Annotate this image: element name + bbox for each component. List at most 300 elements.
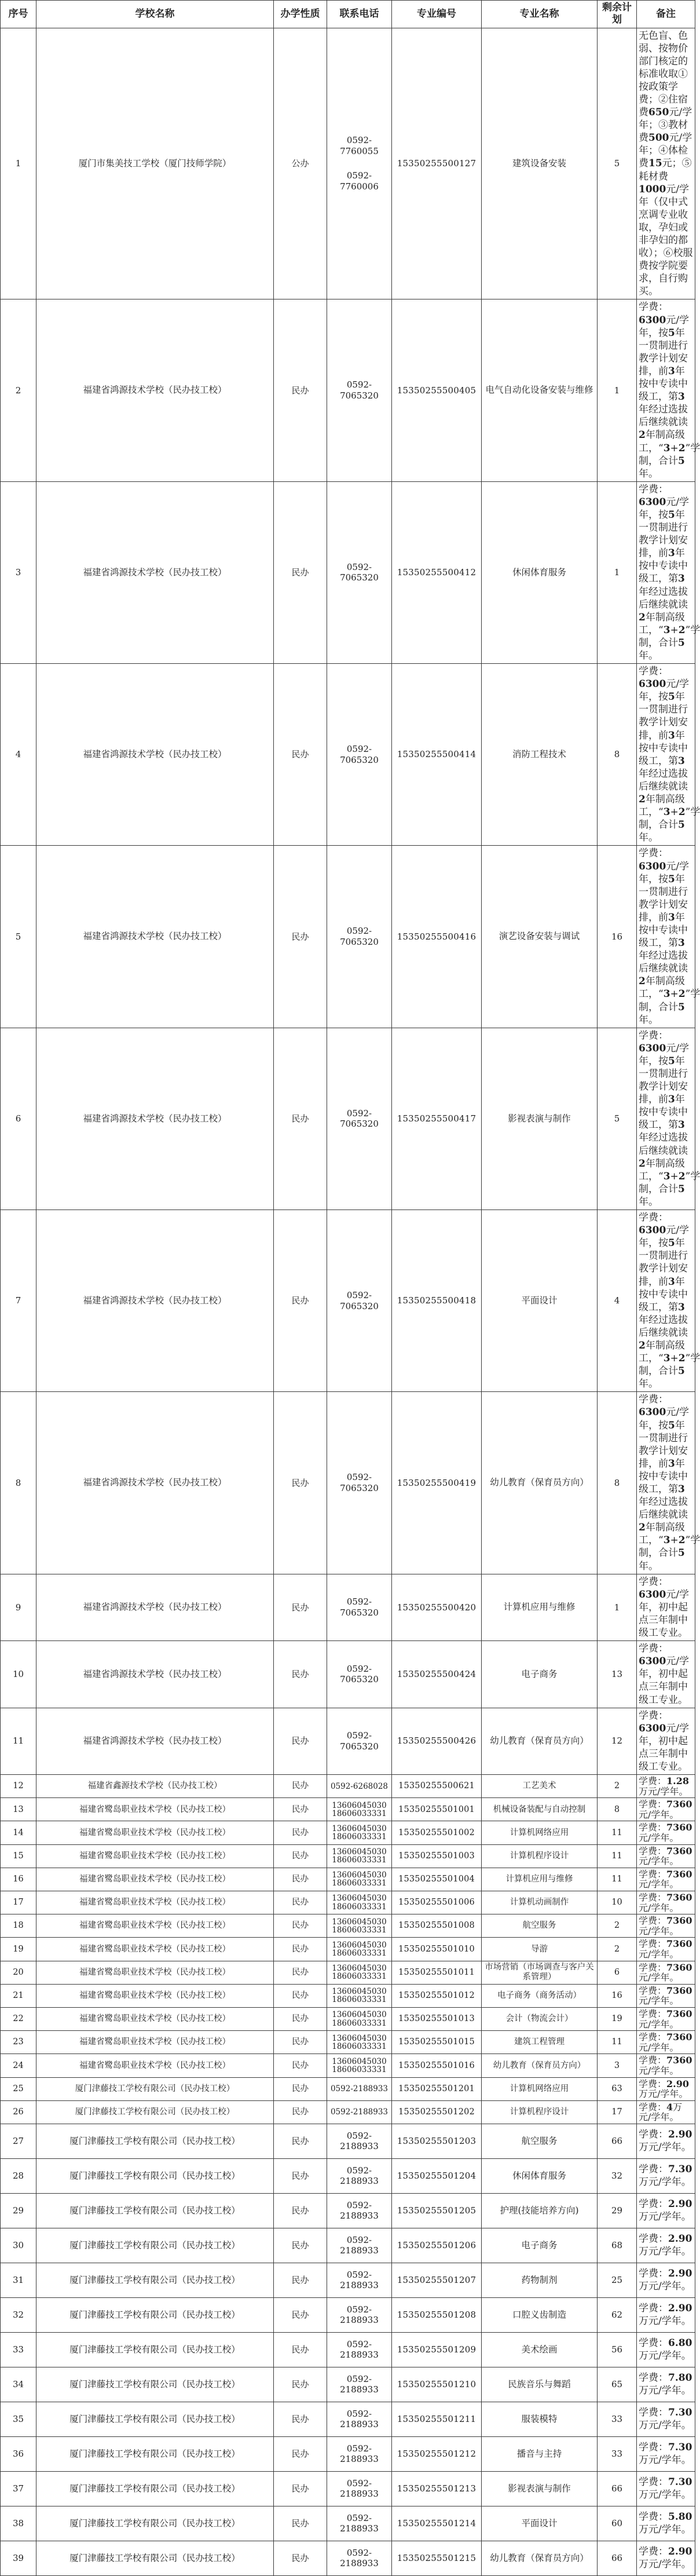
major-code: 15350255501210 <box>392 2367 482 2402</box>
school-name: 福建省鸿源技术学校（民办技工校） <box>36 1708 274 1774</box>
remark: 学费：6300元/学年，按5年一贯制进行教学计划安排，前3年按中专读中级工，第3年经过选拔后继续就读2年制高级工，“3+2”学制，合计5年。 <box>637 664 695 846</box>
phone-number: 0592-7065320 <box>340 1663 379 1685</box>
major-code: 15350255501016 <box>392 2054 482 2077</box>
school-nature: 民办 <box>274 2332 327 2367</box>
row-number: 3 <box>1 481 36 663</box>
major-name: 电子商务（商务活动） <box>482 1984 598 2007</box>
phone-number: 18606033331 <box>332 1832 387 1842</box>
school-nature: 民办 <box>274 1574 327 1640</box>
remark: 学费：7.30万元/学年。 <box>637 2402 695 2436</box>
major-name: 幼儿教育（保育员方向） <box>482 2541 598 2575</box>
major-code: 15350255501012 <box>392 1984 482 2007</box>
school-nature: 民办 <box>274 1914 327 1938</box>
major-code: 15350255500412 <box>392 481 482 663</box>
school-nature: 民办 <box>274 2158 327 2193</box>
school-nature: 民办 <box>274 299 327 481</box>
header-row <box>1 1 695 28</box>
phone-number: 18606033331 <box>332 1972 387 1982</box>
remaining-plan: 25 <box>598 2263 637 2297</box>
remark: 学费：5.80万元/学年。 <box>637 2506 695 2541</box>
phone-number: 13606045030 <box>332 1824 387 1833</box>
phone-number: 13606045030 <box>332 2056 387 2066</box>
major-code: 15350255500418 <box>392 1210 482 1392</box>
contact-phone <box>327 1641 392 1708</box>
contact-phone <box>327 2332 392 2367</box>
remaining-plan: 8 <box>598 1798 637 1821</box>
phone-number: 13606045030 <box>332 1917 387 1927</box>
phone-number: 18606033331 <box>332 1808 387 1818</box>
header-cell-no: 序号 <box>1 1 36 28</box>
row-number: 26 <box>1 2100 36 2124</box>
remaining-plan: 63 <box>598 2077 637 2100</box>
school-name: 福建省鹭岛职业技术学校（民办技工校） <box>36 1984 274 2007</box>
table-row <box>1 846 695 1028</box>
major-name: 口腔义齿制造 <box>482 2297 598 2332</box>
remark: 学费：7360元/学年。 <box>637 2007 695 2030</box>
major-name: 电子商务 <box>482 1641 598 1708</box>
contact-phone <box>327 1938 392 1961</box>
table-row <box>1 481 695 663</box>
remaining-plan: 33 <box>598 2436 637 2471</box>
table-row <box>1 1392 695 1574</box>
school-nature: 民办 <box>274 1641 327 1708</box>
remark: 学费：7360元/学年。 <box>637 1891 695 1914</box>
header-cell-plan: 剩余计划 <box>598 1 637 28</box>
remaining-plan: 17 <box>598 2100 637 2124</box>
school-name: 福建省鸿源技术学校（民办技工校） <box>36 299 274 481</box>
school-nature: 民办 <box>274 2124 327 2158</box>
school-name: 厦门津藤技工学校有限公司（民办技工校） <box>36 2193 274 2228</box>
phone-number: 0592-2188933 <box>340 2130 379 2152</box>
remark: 学费：6300元/学年，初中起点三年制中级工专业。 <box>637 1708 695 1774</box>
row-number: 16 <box>1 1868 36 1891</box>
major-name: 民族音乐与舞蹈 <box>482 2367 598 2402</box>
major-code: 15350255501004 <box>392 1868 482 1891</box>
row-number: 4 <box>1 664 36 846</box>
school-name: 福建省鹭岛职业技术学校（民办技工校） <box>36 1868 274 1891</box>
row-number: 31 <box>1 2263 36 2297</box>
row-number: 34 <box>1 2367 36 2402</box>
remark: 学费：2.90万元/学年。 <box>637 2124 695 2158</box>
remark: 学费：7360元/学年。 <box>637 1798 695 1821</box>
remark: 学费：7360元/学年。 <box>637 2054 695 2077</box>
school-name: 福建省鸿源技术学校（民办技工校） <box>36 664 274 846</box>
contact-phone <box>327 299 392 481</box>
phone-number: 0592-7065320 <box>340 926 379 948</box>
school-name: 厦门津藤技工学校有限公司（民办技工校） <box>36 2506 274 2541</box>
remark: 学费：1.28万元/学年。 <box>637 1775 695 1798</box>
table-row <box>1 1984 695 2007</box>
school-nature: 民办 <box>274 1210 327 1392</box>
remaining-plan: 4 <box>598 1210 637 1392</box>
contact-phone <box>327 1891 392 1914</box>
row-number: 1 <box>1 28 36 299</box>
row-number: 20 <box>1 1961 36 1984</box>
phone-number: 0592-2188933 <box>340 2512 379 2534</box>
major-name: 会计（物流会计） <box>482 2007 598 2030</box>
remark: 无色盲、色弱、按物价部门核定的标准收取①按政策学费；②住宿费650元/学年；③教材费500元/学年；④体检费15元；⑤耗材费1000元/学年（仅中式烹调专业收取，孕妇或非孕妇的都收）；⑥校服费按学院要求，自行购买。 <box>637 28 695 299</box>
row-number: 24 <box>1 2054 36 2077</box>
row-number: 14 <box>1 1821 36 1844</box>
school-name: 福建省鹭岛职业技术学校（民办技工校） <box>36 1938 274 1961</box>
remaining-plan: 66 <box>598 2541 637 2575</box>
header-cell-phone: 联系电话 <box>327 1 392 28</box>
phone-number: 13606045030 <box>332 1847 387 1857</box>
remaining-plan: 1 <box>598 481 637 663</box>
row-number: 15 <box>1 1844 36 1868</box>
school-name: 福建省鸿源技术学校（民办技工校） <box>36 1574 274 1640</box>
remaining-plan: 16 <box>598 846 637 1028</box>
row-number: 38 <box>1 2506 36 2541</box>
remaining-plan: 68 <box>598 2228 637 2263</box>
table-row <box>1 1844 695 1868</box>
contact-phone <box>327 2007 392 2030</box>
major-code: 15350255500416 <box>392 846 482 1028</box>
phone-number: 0592-2188933 <box>340 2199 379 2221</box>
school-nature: 民办 <box>274 481 327 663</box>
table-body <box>1 28 700 2575</box>
school-name: 福建省鸿源技术学校（民办技工校） <box>36 481 274 663</box>
table-row <box>1 2541 695 2575</box>
school-name: 福建省鹭岛职业技术学校（民办技工校） <box>36 2007 274 2030</box>
major-code: 15350255500426 <box>392 1708 482 1774</box>
remark: 学费：6300元/学年，按5年一贯制进行教学计划安排，前3年按中专读中级工，第3年经过选拔后继续就读2年制高级工，“3+2”学制，合计5年。 <box>637 481 695 663</box>
phone-number: 18606033331 <box>332 1879 387 1888</box>
table-row <box>1 2077 695 2100</box>
school-name: 厦门津藤技工学校有限公司（民办技工校） <box>36 2402 274 2436</box>
contact-phone <box>327 2367 392 2402</box>
major-code: 15350255500424 <box>392 1641 482 1708</box>
remaining-plan: 29 <box>598 2193 637 2228</box>
remaining-plan: 11 <box>598 1821 637 1844</box>
school-nature: 民办 <box>274 2367 327 2402</box>
school-nature: 民办 <box>274 2228 327 2263</box>
header-cell-remark: 备注 <box>637 1 695 28</box>
remaining-plan: 33 <box>598 2402 637 2436</box>
school-nature: 民办 <box>274 1961 327 1984</box>
major-code: 15350255501212 <box>392 2436 482 2471</box>
school-nature: 民办 <box>274 1392 327 1574</box>
remark: 学费：2.90万元/学年。 <box>637 2297 695 2332</box>
phone-number: 0592-2188933 <box>340 2408 379 2430</box>
major-name: 幼儿教育（保育员方向） <box>482 2054 598 2077</box>
remark: 学费：7.30万元/学年。 <box>637 2436 695 2471</box>
major-code: 15350255501010 <box>392 1938 482 1961</box>
school-nature: 民办 <box>274 2436 327 2471</box>
school-nature: 民办 <box>274 2193 327 2228</box>
remark: 学费：7360元/学年。 <box>637 1914 695 1938</box>
row-number: 19 <box>1 1938 36 1961</box>
row-number: 5 <box>1 846 36 1028</box>
phone-number: 0592-2188933 <box>340 2547 379 2569</box>
remark: 学费：7.80万元/学年。 <box>637 2367 695 2402</box>
remaining-plan: 60 <box>598 2506 637 2541</box>
table-row <box>1 1891 695 1914</box>
school-name: 厦门津藤技工学校有限公司（民办技工校） <box>36 2228 274 2263</box>
contact-phone <box>327 1392 392 1574</box>
row-number: 23 <box>1 2031 36 2054</box>
remark: 学费：2.90万元/学年。 <box>637 2541 695 2575</box>
major-name: 平面设计 <box>482 1210 598 1392</box>
phone-number: 0592-2188933 <box>340 2373 379 2395</box>
major-name: 建筑设备安装 <box>482 28 598 299</box>
school-name: 福建省鹭岛职业技术学校（民办技工校） <box>36 1914 274 1938</box>
remaining-plan: 32 <box>598 2158 637 2193</box>
school-name: 福建省鸿源技术学校（民办技工校） <box>36 1210 274 1392</box>
remark: 学费：7360元/学年。 <box>637 1984 695 2007</box>
phone-number: 13606045030 <box>332 1940 387 1950</box>
major-code: 15350255501203 <box>392 2124 482 2158</box>
major-code: 15350255501013 <box>392 2007 482 2030</box>
remaining-plan: 66 <box>598 2471 637 2506</box>
table-row <box>1 1210 695 1392</box>
phone-number: 0592-7760006 <box>340 170 379 192</box>
school-nature: 民办 <box>274 2297 327 2332</box>
header-cell-major: 专业名称 <box>482 1 598 28</box>
row-number: 18 <box>1 1914 36 1938</box>
row-number: 17 <box>1 1891 36 1914</box>
school-name: 福建省鸿源技术学校（民办技工校） <box>36 1392 274 1574</box>
remaining-plan: 8 <box>598 1392 637 1574</box>
row-number: 22 <box>1 2007 36 2030</box>
table-row <box>1 2228 695 2263</box>
table-row <box>1 2471 695 2506</box>
contact-phone <box>327 1961 392 1984</box>
remaining-plan: 6 <box>598 1961 637 1984</box>
contact-phone <box>327 2158 392 2193</box>
row-number: 27 <box>1 2124 36 2158</box>
row-number: 2 <box>1 299 36 481</box>
major-code: 15350255501207 <box>392 2263 482 2297</box>
major-name: 休闲体育服务 <box>482 481 598 663</box>
remark: 学费：6300元/学年，按5年一贯制进行教学计划安排，前3年按中专读中级工，第3年经过选拔后继续就读2年制高级工，“3+2”学制，合计5年。 <box>637 846 695 1028</box>
major-name: 服装模特 <box>482 2402 598 2436</box>
school-name: 福建省鹭岛职业技术学校（民办技工校） <box>36 1891 274 1914</box>
school-nature: 民办 <box>274 2077 327 2100</box>
table-row <box>1 2506 695 2541</box>
major-name: 演艺设备安装与调试 <box>482 846 598 1028</box>
table-row <box>1 1938 695 1961</box>
remaining-plan: 5 <box>598 28 637 299</box>
major-code: 15350255500405 <box>392 299 482 481</box>
school-name: 厦门津藤技工学校有限公司（民办技工校） <box>36 2471 274 2506</box>
row-number: 13 <box>1 1798 36 1821</box>
phone-number: 0592-7065320 <box>340 1472 379 1493</box>
major-name: 平面设计 <box>482 2506 598 2541</box>
row-number: 29 <box>1 2193 36 2228</box>
phone-number: 13606045030 <box>332 1987 387 1997</box>
remark: 学费：2.90万元/学年。 <box>637 2077 695 2100</box>
school-name: 厦门津藤技工学校有限公司（民办技工校） <box>36 2436 274 2471</box>
remark: 学费：7.30万元/学年。 <box>637 2471 695 2506</box>
contact-phone <box>327 1844 392 1868</box>
major-code: 15350255501002 <box>392 1821 482 1844</box>
major-code: 15350255501208 <box>392 2297 482 2332</box>
remaining-plan: 2 <box>598 1775 637 1798</box>
major-code: 15350255501003 <box>392 1844 482 1868</box>
table-row <box>1 2031 695 2054</box>
major-code: 15350255501205 <box>392 2193 482 2228</box>
header-cell-school: 学校名称 <box>36 1 274 28</box>
phone-number: 13606045030 <box>332 1800 387 1810</box>
table-row <box>1 2158 695 2193</box>
school-nature: 民办 <box>274 1821 327 1844</box>
major-code: 15350255500417 <box>392 1028 482 1210</box>
school-nature: 民办 <box>274 1891 327 1914</box>
phone-number: 0592-7065320 <box>340 1108 379 1130</box>
school-name: 厦门市集美技工学校（厦门技师学院） <box>36 28 274 299</box>
row-number: 6 <box>1 1028 36 1210</box>
row-number: 37 <box>1 2471 36 2506</box>
remaining-plan: 62 <box>598 2297 637 2332</box>
contact-phone <box>327 2471 392 2506</box>
remark: 学费：4万元/学年。 <box>637 2100 695 2124</box>
school-nature: 民办 <box>274 2471 327 2506</box>
school-name: 厦门津藤技工学校有限公司（民办技工校） <box>36 2100 274 2124</box>
major-name: 幼儿教育（保育员方向） <box>482 1708 598 1774</box>
school-nature: 民办 <box>274 2541 327 2575</box>
phone-number: 13606045030 <box>332 1963 387 1973</box>
school-name: 福建省鸿源技术学校（民办技工校） <box>36 1028 274 1210</box>
school-nature: 民办 <box>274 2054 327 2077</box>
school-name: 福建省鸿源技术学校（民办技工校） <box>36 846 274 1028</box>
major-name: 影视表演与制作 <box>482 1028 598 1210</box>
remaining-plan: 2 <box>598 1938 637 1961</box>
contact-phone <box>327 2124 392 2158</box>
remaining-plan: 65 <box>598 2367 637 2402</box>
remaining-plan: 12 <box>598 1708 637 1774</box>
remark: 学费：6300元/学年，初中起点三年制中级工专业。 <box>637 1641 695 1708</box>
major-name: 计算机程序设计 <box>482 2100 598 2124</box>
row-number: 10 <box>1 1641 36 1708</box>
phone-number: 18606033331 <box>332 1925 387 1935</box>
table-row <box>1 2054 695 2077</box>
phone-number: 13606045030 <box>332 2010 387 2020</box>
school-nature: 民办 <box>274 664 327 846</box>
table-row <box>1 1961 695 1984</box>
row-number: 11 <box>1 1708 36 1774</box>
major-code: 15350255501202 <box>392 2100 482 2124</box>
table-row <box>1 2367 695 2402</box>
table-row <box>1 28 695 299</box>
contact-phone <box>327 2193 392 2228</box>
school-nature: 民办 <box>274 1775 327 1798</box>
table-row <box>1 1028 695 1210</box>
remark: 学费：7.30万元/学年。 <box>637 2158 695 2193</box>
major-code: 15350255501211 <box>392 2402 482 2436</box>
phone-number: 0592-2188933 <box>340 2269 379 2291</box>
remark: 学费：6300元/学年，初中起点三年制中级工专业。 <box>637 1574 695 1640</box>
table-row <box>1 2297 695 2332</box>
school-nature: 民办 <box>274 2031 327 2054</box>
remark: 学费：7360元/学年。 <box>637 1961 695 1984</box>
school-name: 福建省鹭岛职业技术学校（民办技工校） <box>36 1798 274 1821</box>
major-name: 机械设备装配与自动控制 <box>482 1798 598 1821</box>
row-number: 39 <box>1 2541 36 2575</box>
phone-number: 0592-2188933 <box>340 2304 379 2326</box>
phone-number: 0592-7065320 <box>340 1596 379 1618</box>
row-number: 25 <box>1 2077 36 2100</box>
school-nature: 民办 <box>274 1708 327 1774</box>
table-row <box>1 1641 695 1708</box>
school-nature: 民办 <box>274 2007 327 2030</box>
school-nature: 民办 <box>274 2100 327 2124</box>
contact-phone <box>327 2297 392 2332</box>
remark: 学费：7360元/学年。 <box>637 1868 695 1891</box>
school-name: 厦门津藤技工学校有限公司（民办技工校） <box>36 2124 274 2158</box>
remaining-plan: 11 <box>598 2031 637 2054</box>
phone-number: 18606033331 <box>332 2018 387 2028</box>
header-cell-code: 专业编号 <box>392 1 482 28</box>
remark: 学费：6300元/学年，按5年一贯制进行教学计划安排，前3年按中专读中级工，第3年经过选拔后继续就读2年制高级工，“3+2”学制，合计5年。 <box>637 1210 695 1392</box>
table-row <box>1 2124 695 2158</box>
contact-phone <box>327 28 392 299</box>
major-name: 影视表演与制作 <box>482 2471 598 2506</box>
contact-phone <box>327 481 392 663</box>
remaining-plan: 10 <box>598 1891 637 1914</box>
contact-phone <box>327 2077 392 2100</box>
major-name: 播音与主持 <box>482 2436 598 2471</box>
remaining-plan: 1 <box>598 299 637 481</box>
contact-phone <box>327 1028 392 1210</box>
table-row <box>1 1798 695 1821</box>
contact-phone <box>327 1775 392 1798</box>
row-number: 33 <box>1 2332 36 2367</box>
phone-number: 0592-6268028 <box>330 1781 389 1791</box>
remark: 学费：2.90万元/学年。 <box>637 2228 695 2263</box>
major-name: 航空服务 <box>482 2124 598 2158</box>
row-number: 8 <box>1 1392 36 1574</box>
contact-phone <box>327 1821 392 1844</box>
major-name: 航空服务 <box>482 1914 598 1938</box>
school-name: 厦门津藤技工学校有限公司（民办技工校） <box>36 2077 274 2100</box>
school-name: 厦门津藤技工学校有限公司（民办技工校） <box>36 2263 274 2297</box>
school-name: 福建省鹭岛职业技术学校（民办技工校） <box>36 1844 274 1868</box>
school-name: 厦门津藤技工学校有限公司（民办技工校） <box>36 2367 274 2402</box>
school-name: 厦门津藤技工学校有限公司（民办技工校） <box>36 2297 274 2332</box>
phone-number: 0592-2188933 <box>340 2478 379 2500</box>
major-code: 15350255501015 <box>392 2031 482 2054</box>
school-name: 福建省鸿源技术学校（民办技工校） <box>36 1641 274 1708</box>
school-name: 厦门津藤技工学校有限公司（民办技工校） <box>36 2332 274 2367</box>
contact-phone <box>327 2506 392 2541</box>
major-name: 电子商务 <box>482 2228 598 2263</box>
major-name: 工艺美术 <box>482 1775 598 1798</box>
major-code: 15350255501011 <box>392 1961 482 1984</box>
phone-number: 0592-2188933 <box>340 2339 379 2361</box>
school-nature: 民办 <box>274 1798 327 1821</box>
school-nature: 公办 <box>274 28 327 299</box>
phone-number: 0592-7065320 <box>340 1289 379 1311</box>
school-name: 福建省鹭岛职业技术学校（民办技工校） <box>36 2054 274 2077</box>
phone-number: 0592-2188933 <box>330 2107 389 2117</box>
remark: 学费：6300元/学年，按5年一贯制进行教学计划安排，前3年按中专读中级工，第3年经过选拔后继续就读2年制高级工，“3+2”学制，合计5年。 <box>637 1392 695 1574</box>
major-name: 护理(技能培养方向) <box>482 2193 598 2228</box>
table-row <box>1 2436 695 2471</box>
remaining-plan: 66 <box>598 2124 637 2158</box>
row-number: 36 <box>1 2436 36 2471</box>
header-cell-nature: 办学性质 <box>274 1 327 28</box>
major-name: 计算机动画制作 <box>482 1891 598 1914</box>
remark: 学费：2.90万元/学年。 <box>637 2193 695 2228</box>
contact-phone <box>327 2228 392 2263</box>
contact-phone <box>327 2263 392 2297</box>
major-code: 15350255500419 <box>392 1392 482 1574</box>
contact-phone <box>327 1574 392 1640</box>
major-name: 导游 <box>482 1938 598 1961</box>
table-row <box>1 1775 695 1798</box>
major-code: 15350255501006 <box>392 1891 482 1914</box>
